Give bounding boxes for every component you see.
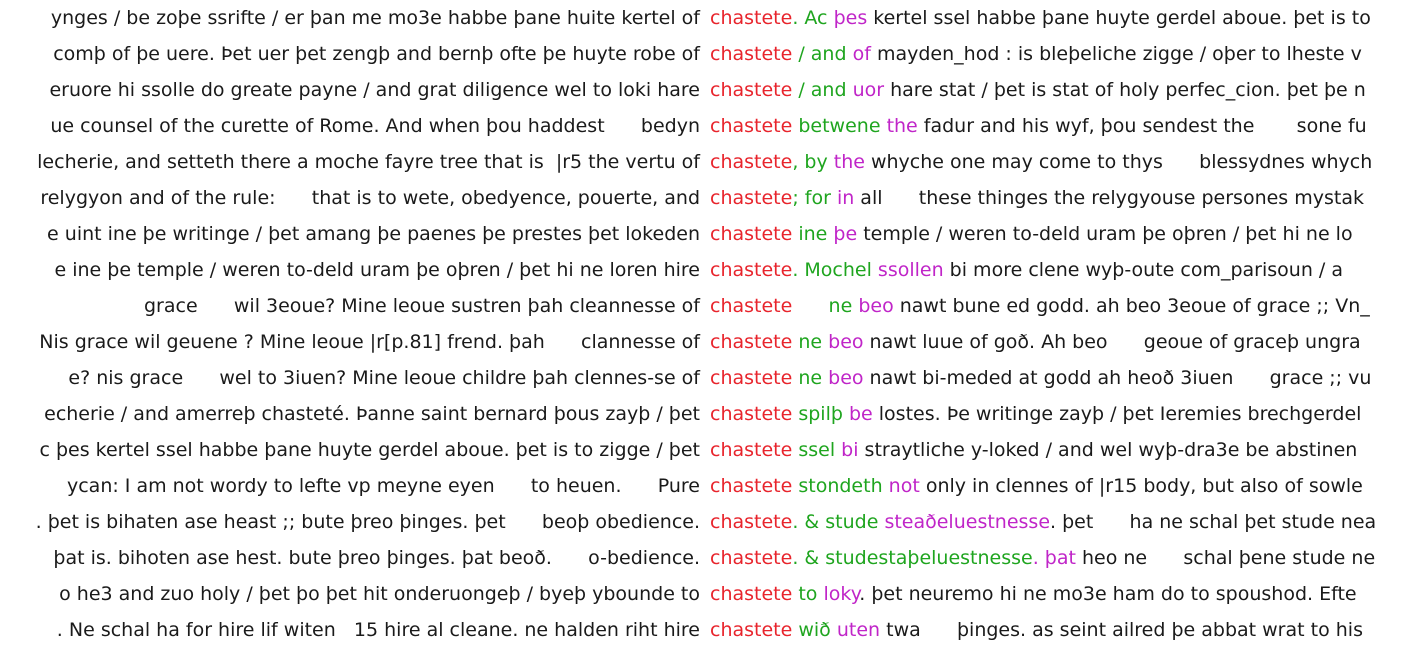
collocate-2: bi bbox=[841, 439, 859, 461]
left-context: e ine þe temple / weren to-deld uram þe oþren / þet hi ne loren hire bbox=[54, 259, 700, 281]
right-context: mayden_hod : is bleþeliche zigge / oþer to lheste v bbox=[870, 43, 1362, 65]
right-context: only in clennes of |r15 body, but also of sowle bbox=[919, 475, 1363, 497]
collocate-1: wið bbox=[792, 619, 831, 641]
collocate-1: ; for bbox=[792, 187, 831, 209]
right-context: kertel ssel habbe þane huyte gerdel aboue. þet is to bbox=[867, 7, 1371, 29]
keyword-and-right-context bbox=[710, 540, 1375, 576]
keyword-hit[interactable]: chastete bbox=[710, 331, 793, 353]
right-context: whyche one may come to thys blessydnes whych bbox=[864, 151, 1373, 173]
collocate-1: stondeth bbox=[792, 475, 883, 497]
keyword-and-right-context bbox=[710, 108, 1367, 144]
collocate-2: beo bbox=[858, 295, 894, 317]
collocate-1: ne bbox=[792, 331, 823, 353]
collocate-2: beo bbox=[828, 331, 864, 353]
collocate-1: / and bbox=[792, 43, 847, 65]
left-context: lecherie, and setteth there a moche fayre tree that is |r5 the vertu of bbox=[37, 151, 700, 173]
collocate-2: þes bbox=[833, 7, 868, 29]
right-context: bi more clene wyþ-oute com_parisoun / a bbox=[943, 259, 1344, 281]
keyword-and-right-context bbox=[710, 72, 1366, 108]
collocate-2: ssollen bbox=[877, 259, 944, 281]
right-context: fadur and his wyf, þou sendest the sone fu bbox=[917, 115, 1367, 137]
keyword-hit[interactable]: chastete bbox=[710, 583, 793, 605]
concordance-row[interactable] bbox=[0, 0, 1404, 36]
collocate-2: in bbox=[836, 187, 855, 209]
concordance-row[interactable] bbox=[0, 612, 1404, 646]
right-context: nawt bune ed godd. ah beo 3eoue of grace ;; Vn_ bbox=[893, 295, 1370, 317]
concordance-row[interactable] bbox=[0, 216, 1404, 252]
keyword-and-right-context bbox=[710, 36, 1362, 72]
concordance-row[interactable] bbox=[0, 468, 1404, 504]
left-context: Nis grace wil geuene ? Mine leoue |r[p.81] frend. þah clannesse of bbox=[39, 331, 700, 353]
right-context: temple / weren to-deld uram þe oþren / þet hi ne lo bbox=[857, 223, 1353, 245]
collocate-1: / and bbox=[792, 79, 847, 101]
right-context: . þet neuremo hi ne mo3e ham do to spoushod. Efte bbox=[859, 583, 1357, 605]
collocate-2: uor bbox=[852, 79, 885, 101]
concordance-row[interactable] bbox=[0, 144, 1404, 180]
collocate-1: betwene bbox=[792, 115, 881, 137]
keyword-hit[interactable]: chastete bbox=[710, 151, 793, 173]
right-context: lostes. Þe writinge zayþ / þet Ieremies brechgerdel bbox=[872, 403, 1362, 425]
collocate-2: the bbox=[833, 151, 865, 173]
concordance-row[interactable] bbox=[0, 180, 1404, 216]
collocate-1: to bbox=[792, 583, 818, 605]
keyword-hit[interactable]: chastete bbox=[710, 439, 793, 461]
concordance-row[interactable] bbox=[0, 540, 1404, 576]
right-context: nawt bi-meded at godd ah heoð 3iuen grace ;; vu bbox=[863, 367, 1372, 389]
collocate-1: . & studestaþeluestnesse bbox=[792, 547, 1033, 569]
keyword-hit[interactable]: chastete bbox=[710, 43, 793, 65]
concordance-row[interactable] bbox=[0, 252, 1404, 288]
collocate-2: be bbox=[848, 403, 873, 425]
left-context: e uint ine þe writinge / þet amang þe paenes þe prestes þet lokeden bbox=[47, 223, 700, 245]
keyword-hit[interactable]: chastete bbox=[710, 547, 793, 569]
keyword-and-right-context bbox=[710, 0, 1371, 36]
concordance-row[interactable] bbox=[0, 360, 1404, 396]
collocate-2: steaðeluestnesse bbox=[884, 511, 1051, 533]
concordance-row[interactable] bbox=[0, 108, 1404, 144]
left-context: . þet is bihaten ase heast ;; bute þreo þinges. þet beoþ obedience. bbox=[35, 511, 700, 533]
left-context: relygyon and of the rule: that is to wete, obedyence, pouerte, and bbox=[40, 187, 700, 209]
right-context: . þet ha ne schal þet stude nea bbox=[1050, 511, 1377, 533]
right-context: hare stat / þet is stat of holy perfec_cion. þet þe n bbox=[884, 79, 1366, 101]
left-context: o he3 and zuo holy / þet þo þet hit onderuongeþ / byeþ ybounde to bbox=[59, 583, 700, 605]
keyword-hit[interactable]: chastete bbox=[710, 7, 793, 29]
collocate-1: ne bbox=[792, 367, 823, 389]
right-context: twa þinges. as seint ailred þe abbat wrat to his bbox=[880, 619, 1363, 641]
left-context: ynges / be zoþe ssrifte / er þan me mo3e habbe þane huite kertel of bbox=[50, 7, 700, 29]
keyword-hit[interactable]: chastete bbox=[710, 259, 793, 281]
left-context: þat is. bihoten ase hest. bute þreo þinges. þat beoð. o-bedience. bbox=[53, 547, 700, 569]
keyword-and-right-context bbox=[710, 504, 1376, 540]
left-context: ue counsel of the curette of Rome. And when þou haddest bedyn bbox=[50, 115, 700, 137]
collocate-1: spilþ bbox=[792, 403, 843, 425]
keyword-and-right-context bbox=[710, 180, 1364, 216]
collocate-2: of bbox=[852, 43, 871, 65]
keyword-hit[interactable]: chastete bbox=[710, 475, 793, 497]
keyword-hit[interactable]: chastete bbox=[710, 403, 793, 425]
collocate-1: ne bbox=[792, 295, 853, 317]
keyword-and-right-context bbox=[710, 252, 1343, 288]
collocate-2: . þat bbox=[1032, 547, 1076, 569]
concordance-row[interactable] bbox=[0, 504, 1404, 540]
keyword-and-right-context bbox=[710, 576, 1357, 612]
collocate-1: . & stude bbox=[792, 511, 879, 533]
collocate-2: beo bbox=[828, 367, 864, 389]
keyword-and-right-context bbox=[710, 396, 1361, 432]
collocate-1: , by bbox=[792, 151, 828, 173]
concordance-row[interactable] bbox=[0, 36, 1404, 72]
keyword-and-right-context bbox=[710, 432, 1357, 468]
keyword-and-right-context bbox=[710, 360, 1371, 396]
keyword-hit[interactable]: chastete bbox=[710, 295, 793, 317]
keyword-hit[interactable]: chastete bbox=[710, 115, 793, 137]
concordance-row[interactable] bbox=[0, 576, 1404, 612]
keyword-hit[interactable]: chastete bbox=[710, 223, 793, 245]
keyword-and-right-context bbox=[710, 612, 1363, 646]
collocate-1: . Ac bbox=[792, 7, 828, 29]
keyword-hit[interactable]: chastete bbox=[710, 79, 793, 101]
concordance-row[interactable] bbox=[0, 288, 1404, 324]
right-context: nawt luue of goð. Ah beo geoue of graceþ ungra bbox=[863, 331, 1361, 353]
right-context: straytliche y-loked / and wel wyþ-dra3e be abstinen bbox=[858, 439, 1358, 461]
left-context: ycan: I am not wordy to lefte vp meyne eyen to heuen. Pure bbox=[66, 475, 700, 497]
keyword-hit[interactable]: chastete bbox=[710, 511, 793, 533]
left-context: echerie / and amerreþ chasteté. Þanne saint bernard þous zayþ / þet bbox=[44, 403, 700, 425]
collocate-2: not bbox=[888, 475, 920, 497]
keyword-and-right-context bbox=[710, 144, 1372, 180]
collocate-2: loky bbox=[823, 583, 860, 605]
concordance-row[interactable] bbox=[0, 396, 1404, 432]
left-context: eruore hi ssolle do greate payne / and grat diligence wel to loki hare bbox=[49, 79, 700, 101]
keyword-and-right-context bbox=[710, 468, 1363, 504]
collocate-2: uten bbox=[836, 619, 881, 641]
collocate-2: the bbox=[886, 115, 918, 137]
keyword-and-right-context bbox=[710, 288, 1370, 324]
right-context: heo ne schal þene stude ne bbox=[1075, 547, 1376, 569]
left-context: . Ne schal ha for hire lif witen 15 hire al cleane. ne halden riht hire bbox=[56, 619, 700, 641]
left-context: comþ of þe uere. Þet uer þet zengþ and bernþ ofte þe huyte robe of bbox=[53, 43, 700, 65]
collocate-1: ine bbox=[792, 223, 828, 245]
concordance-row[interactable] bbox=[0, 324, 1404, 360]
keyword-and-right-context bbox=[710, 324, 1361, 360]
keyword-hit[interactable]: chastete bbox=[710, 367, 793, 389]
right-context: all these thinges the relygyouse persones mystak bbox=[854, 187, 1364, 209]
collocate-2: þe bbox=[833, 223, 858, 245]
collocate-1: ssel bbox=[792, 439, 836, 461]
keyword-and-right-context bbox=[710, 216, 1353, 252]
concordance-row[interactable] bbox=[0, 432, 1404, 468]
keyword-hit[interactable]: chastete bbox=[710, 187, 793, 209]
left-context: e? nis grace wel to 3iuen? Mine leoue childre þah clennes-se of bbox=[68, 367, 700, 389]
left-context: grace wil 3eoue? Mine leoue sustren þah cleannesse of bbox=[143, 295, 700, 317]
concordance-row[interactable] bbox=[0, 72, 1404, 108]
left-context: c þes kertel ssel habbe þane huyte gerdel aboue. þet is to zigge / þet bbox=[39, 439, 700, 461]
keyword-hit[interactable]: chastete bbox=[710, 619, 793, 641]
collocate-1: . Mochel bbox=[792, 259, 872, 281]
